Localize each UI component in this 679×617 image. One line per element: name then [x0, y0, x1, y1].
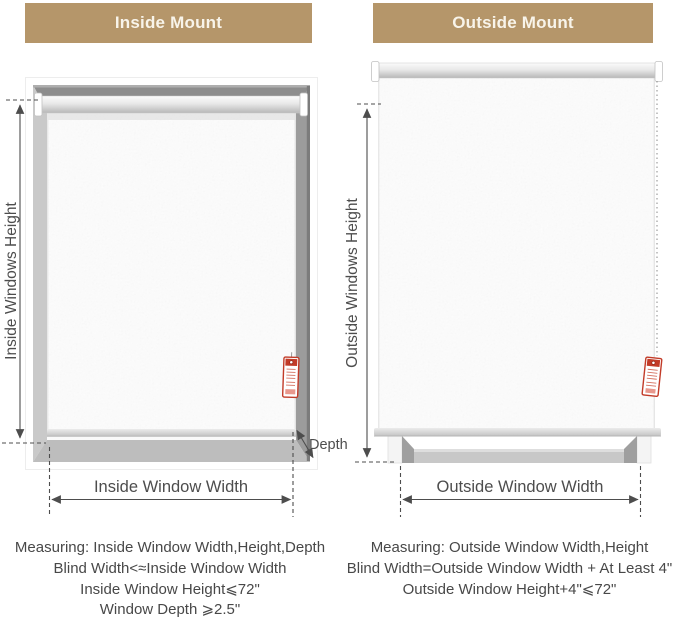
- warning-tag-icon: [283, 352, 300, 397]
- outside-window-frame: [388, 436, 651, 463]
- inside-headrail-left-cap: [35, 93, 43, 116]
- outside-headrail-right-cap: [655, 62, 663, 82]
- note-line: Measuring: Outside Window Width,Height: [370, 539, 649, 556]
- outside-roller-shade: [372, 62, 663, 437]
- note-line: Blind Width=Outside Window Width + At Least 4": [346, 559, 673, 577]
- inside-mount-diagram: [2, 78, 348, 518]
- outside-width-label: Outside Window Width: [436, 478, 604, 496]
- note-line: Measuring: Inside Window Width,Height,Depth: [14, 539, 326, 556]
- outside-bottom-bar: [374, 428, 661, 436]
- note-line: Inside Window Height⩽72": [80, 580, 260, 598]
- inside-headrail-right-cap: [300, 93, 308, 116]
- warning-tag-icon: [642, 357, 662, 396]
- note-line: Outside Window Height+4"⩽72": [402, 580, 617, 598]
- inside-headrail: [38, 96, 305, 113]
- outside-height-label: Outside Windows Height: [344, 198, 361, 368]
- outside-headrail-left-cap: [372, 62, 380, 82]
- inside-bottom-bar: [47, 429, 296, 436]
- note-line: Window Depth ⩾2.5": [99, 601, 241, 617]
- inside-width-label: Inside Window Width: [93, 478, 249, 496]
- inside-mount-notes: [0, 538, 340, 617]
- inside-height-label: Inside Windows Height: [3, 202, 20, 360]
- outside-mount-diagram: [344, 62, 663, 518]
- inside-roller-shade: [35, 93, 308, 440]
- note-line: Blind Width<≈Inside Window Width: [53, 559, 287, 577]
- inside-depth-label: Depth: [309, 437, 348, 453]
- outside-mount-title: Outside Mount: [452, 13, 574, 32]
- outside-headrail: [375, 63, 659, 78]
- inside-mount-title: Inside Mount: [114, 13, 223, 32]
- outside-mount-notes: [340, 538, 679, 600]
